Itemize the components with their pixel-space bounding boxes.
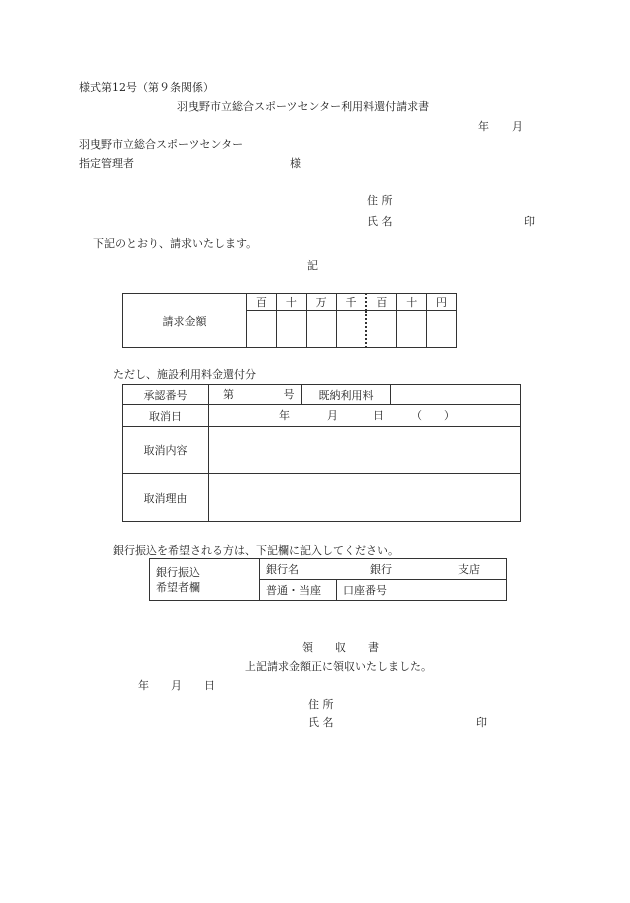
account-no-cell[interactable]: 口座番号 xyxy=(337,580,507,601)
approval-dai: 第 xyxy=(223,388,234,401)
receipt-sentence: 上記請求金額正に領収いたしました。 xyxy=(245,660,432,673)
paid-fee-label: 既納利用料 xyxy=(302,385,391,405)
bank-suffix: 銀行 xyxy=(370,563,392,576)
amount-cell[interactable] xyxy=(306,311,336,348)
amount-cell[interactable] xyxy=(247,311,277,348)
amount-label: 請求金額 xyxy=(123,294,247,348)
bank-label-line1: 銀行振込 xyxy=(156,565,200,579)
cancel-date-cell[interactable] xyxy=(209,405,521,427)
applicant-seal: 印 xyxy=(524,215,535,228)
digit-hundred-million: 百 xyxy=(247,294,277,311)
digit-yen: 円 xyxy=(427,294,457,311)
detail-table xyxy=(122,384,521,522)
digit-hundred: 百 xyxy=(366,294,396,311)
amount-cell[interactable] xyxy=(427,311,457,348)
amount-cell[interactable] xyxy=(366,311,396,348)
receipt-address-label: 住 所 xyxy=(308,698,334,711)
amount-cell[interactable] xyxy=(276,311,306,348)
ki-heading: 記 xyxy=(307,259,318,272)
cancel-content-cell[interactable] xyxy=(209,427,521,474)
form-number: 様式第12号（第９条関係） xyxy=(79,81,214,94)
addressee-facility: 羽曳野市立総合スポーツセンター xyxy=(79,138,244,151)
amount-cell[interactable] xyxy=(336,311,366,348)
applicant-name-label: 氏 名 xyxy=(367,215,393,228)
applicant-address-label: 住 所 xyxy=(367,194,393,207)
form-title: 羽曳野市立総合スポーツセンター利用料還付請求書 xyxy=(177,100,430,113)
addressee-manager: 指定管理者 xyxy=(79,157,134,170)
cancel-date-label: 取消日 xyxy=(123,405,209,427)
approval-no-cell[interactable] xyxy=(209,385,302,405)
cancel-reason-cell[interactable] xyxy=(209,474,521,522)
cancel-year: 年 xyxy=(279,409,290,422)
approval-go: 号 xyxy=(283,388,295,401)
branch-suffix: 支店 xyxy=(458,563,480,576)
approval-no-label: 承認番号 xyxy=(123,385,209,405)
date-month: 月 xyxy=(512,120,523,133)
receipt-seal: 印 xyxy=(476,716,487,729)
bank-name-label: 銀行名 xyxy=(266,563,299,576)
cancel-reason-label: 取消理由 xyxy=(123,474,209,522)
bank-label-line2: 希望者欄 xyxy=(156,580,200,594)
digit-ten: 十 xyxy=(397,294,427,311)
honorific: 様 xyxy=(290,157,301,170)
cancel-day: 日 xyxy=(373,409,384,422)
receipt-date: 年 月 日 xyxy=(138,679,215,692)
digit-ten-thousand: 万 xyxy=(306,294,336,311)
cancel-weekday: （ ） xyxy=(411,409,455,422)
amount-cell[interactable] xyxy=(397,311,427,348)
cancel-month: 月 xyxy=(327,409,338,422)
digit-ten-million: 十 xyxy=(276,294,306,311)
cancel-content-label: 取消内容 xyxy=(123,427,209,474)
request-sentence: 下記のとおり、請求いたします。 xyxy=(93,237,258,250)
date-year: 年 xyxy=(478,120,489,133)
digit-thousand: 千 xyxy=(336,294,366,311)
refund-note: ただし、施設利用料金還付分 xyxy=(113,368,256,381)
receipt-title: 領 収 書 xyxy=(302,641,379,654)
bank-label xyxy=(150,559,260,601)
bank-instruction: 銀行振込を希望される方は、下記欄に記入してください。 xyxy=(113,544,399,557)
account-type-cell[interactable]: 普通・当座 xyxy=(260,580,337,601)
receipt-name-label: 氏 名 xyxy=(308,716,334,729)
paid-fee-cell[interactable] xyxy=(391,385,521,405)
bank-name-cell[interactable] xyxy=(260,559,507,580)
bank-table xyxy=(149,558,507,601)
amount-table xyxy=(122,293,457,348)
